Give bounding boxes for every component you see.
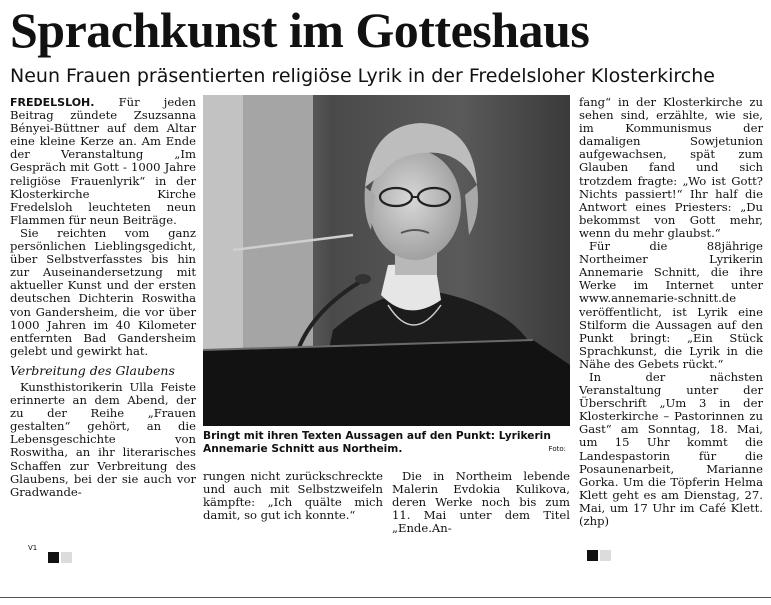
paragraph-4: rungen nicht zurückschreckte und auch mit Selbstzweifeln kämpfte: „Ich quälte mich damit, so gut ich konnte.“	[203, 469, 383, 523]
paragraph-2: Sie reichten vom ganz persönlichen Lieblingsgedicht, über Selbstverfasstes bis hin zur Auseinandersetzung mit aktueller Kunst und der ersten deutschen Dichterin Roswitha von Gandersheim, die vor über 1000 Jahren im 40 Kilometer entfernten Bad Gandersheim gelebt und gewirkt hat.	[10, 225, 196, 358]
paragraph-1	[10, 96, 196, 227]
headline: Sprachkunst im Gotteshaus	[10, 2, 590, 58]
subheadline: Neun Frauen präsentierten religiöse Lyrik in der Fredelsloher Klosterkirche	[10, 65, 715, 87]
photo-caption	[203, 430, 570, 456]
article-photo	[203, 95, 570, 426]
photo-credit: Foto:	[548, 445, 566, 453]
registration-mark-dark-right	[587, 550, 598, 561]
column-2	[203, 470, 383, 522]
paragraph-7: Für die 88jährige Northeimer Lyrikerin Annemarie Schnitt, die ihre Werke im Internet unter www.annemarie-schnitt.de veröffentlicht, ist Lyrik eine Stilform die Aussagen auf den Punkt bringt: „Ein Stück Sprachkunst, die Lyrik in die Nähe des Gebets rückt.“	[579, 239, 763, 371]
paragraph-8: In der nächsten Veranstaltung unter der Überschrift „Um 3 in der Klosterkirche – Pastorinnen zu Gast“ am Sonntag, 18. Mai, um 15 Uhr kommt die Landespastorin für die Posaunenarbeit, Marianne Gorka. Um die Töpferin Helma Klett geht es am Dienstag, 27. Mai, um 17 Uhr im Café Klett. (zhp)	[579, 369, 763, 528]
page-marker: V1	[28, 544, 38, 552]
photo-illustration	[203, 95, 570, 426]
subheading: Verbreitung des Glaubens	[10, 362, 175, 378]
column-3	[392, 470, 570, 535]
paragraph-3: Kunsthistorikerin Ulla Feiste erinnerte an dem Abend, der zu der Reihe „Frauen gestalten“ gehört, an die Lebensgeschichte von Roswitha, an ihr literarisches Schaffen zur Verbreitung des Glaubens, bei der sie auch vor Gradwande-	[10, 379, 196, 499]
registration-mark-light	[61, 552, 72, 563]
paragraph-1-text: Für jeden Beitrag zündete Zsuzsanna Bényei-Büttner auf dem Altar eine kleine Kerze an. Am Ende der Veranstaltung „Im Gespräch mit Gott - 1000 Jahre religiöse Frauenlyrik“ in der Klosterkirche Kirche Fredelsloh leuchteten neun Flammen für neun Beiträge.	[10, 95, 196, 227]
column-1	[10, 96, 196, 499]
paragraph-6: fang“ in der Klosterkirche zu sehen sind, erzählte, wie sie, im Kommunismus der damaligen Sowjetunion aufgewachsen, spät zum Glauben fand und sich trotzdem fragte: „Wo ist Gott? Nichts passiert!“ Ihr half die Antwort eines Priesters: „Du bekommst von Gott mehr, wenn du mehr glaubst.“	[579, 95, 763, 240]
registration-mark-dark	[48, 552, 59, 563]
column-4	[579, 96, 763, 528]
dateline: FREDELSLOH.	[10, 96, 95, 109]
caption-text: Bringt mit ihren Texten Aussagen auf den Punkt: Lyrikerin Annemarie Schnitt aus Northeim.	[203, 430, 551, 455]
registration-mark-light-right	[600, 550, 611, 561]
paragraph-5: Die in Northeim lebende Malerin Evdokia Kulikova, deren Werke noch bis zum 11. Mai unter dem Titel „Ende.An-	[392, 469, 570, 536]
page-edge-rule	[0, 597, 771, 598]
